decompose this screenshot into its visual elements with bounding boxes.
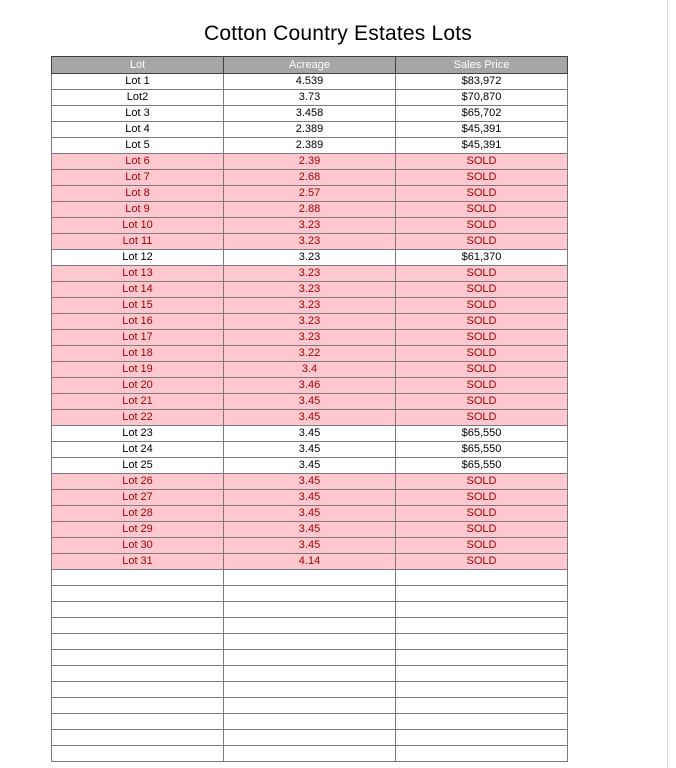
acreage-cell[interactable]: 2.57 bbox=[224, 186, 396, 202]
empty-cell[interactable] bbox=[224, 570, 396, 586]
empty-cell[interactable] bbox=[52, 586, 224, 602]
empty-table-row bbox=[52, 698, 568, 714]
table-row bbox=[52, 266, 568, 282]
acreage-cell[interactable]: 3.23 bbox=[224, 250, 396, 266]
empty-cell[interactable] bbox=[396, 602, 568, 618]
table-row bbox=[52, 394, 568, 410]
empty-cell[interactable] bbox=[224, 682, 396, 698]
table-row bbox=[52, 250, 568, 266]
table-row bbox=[52, 122, 568, 138]
table-header-row bbox=[52, 57, 568, 74]
table-row bbox=[52, 106, 568, 122]
table-row bbox=[52, 90, 568, 106]
lot-cell[interactable]: Lot 30 bbox=[52, 538, 224, 554]
lot-cell[interactable]: Lot 11 bbox=[52, 234, 224, 250]
table-row bbox=[52, 154, 568, 170]
empty-cell[interactable] bbox=[224, 586, 396, 602]
lot-cell[interactable]: Lot 12 bbox=[52, 250, 224, 266]
empty-cell[interactable] bbox=[396, 730, 568, 746]
lot-cell[interactable]: Lot 25 bbox=[52, 458, 224, 474]
empty-cell[interactable] bbox=[396, 634, 568, 650]
empty-cell[interactable] bbox=[52, 634, 224, 650]
empty-cell[interactable] bbox=[224, 666, 396, 682]
table-row bbox=[52, 234, 568, 250]
lot-cell[interactable]: Lot 10 bbox=[52, 218, 224, 234]
sales-price-cell[interactable]: $83,972 bbox=[396, 74, 568, 90]
table-row bbox=[52, 138, 568, 154]
table-body bbox=[52, 74, 568, 762]
empty-cell[interactable] bbox=[52, 730, 224, 746]
table-row bbox=[52, 170, 568, 186]
empty-table-row bbox=[52, 730, 568, 746]
lot-cell[interactable]: Lot 23 bbox=[52, 426, 224, 442]
table-row bbox=[52, 298, 568, 314]
sales-price-cell[interactable]: SOLD bbox=[396, 378, 568, 394]
acreage-cell[interactable]: 2.88 bbox=[224, 202, 396, 218]
empty-cell[interactable] bbox=[224, 618, 396, 634]
acreage-cell[interactable]: 3.45 bbox=[224, 490, 396, 506]
empty-table-row bbox=[52, 666, 568, 682]
empty-table-row bbox=[52, 618, 568, 634]
acreage-cell[interactable]: 2.389 bbox=[224, 122, 396, 138]
page-edge-line bbox=[667, 0, 668, 768]
empty-cell[interactable] bbox=[396, 586, 568, 602]
page-title: Cotton Country Estates Lots bbox=[203, 22, 473, 45]
sales-price-cell[interactable]: SOLD bbox=[396, 346, 568, 362]
sales-price-cell[interactable]: $61,370 bbox=[396, 250, 568, 266]
empty-table-row bbox=[52, 650, 568, 666]
sales-price-cell[interactable]: SOLD bbox=[396, 410, 568, 426]
sales-price-cell[interactable]: SOLD bbox=[396, 282, 568, 298]
acreage-cell[interactable]: 3.23 bbox=[224, 234, 396, 250]
lot-cell[interactable]: Lot 31 bbox=[52, 554, 224, 570]
empty-cell[interactable] bbox=[224, 698, 396, 714]
acreage-cell[interactable]: 3.73 bbox=[224, 90, 396, 106]
sales-price-cell[interactable]: $70,870 bbox=[396, 90, 568, 106]
sales-price-cell[interactable]: SOLD bbox=[396, 218, 568, 234]
acreage-cell[interactable]: 3.23 bbox=[224, 330, 396, 346]
acreage-cell[interactable]: 3.22 bbox=[224, 346, 396, 362]
sales-price-cell[interactable]: SOLD bbox=[396, 538, 568, 554]
sales-price-cell[interactable]: SOLD bbox=[396, 474, 568, 490]
acreage-cell[interactable]: 3.4 bbox=[224, 362, 396, 378]
lot-cell[interactable]: Lot2 bbox=[52, 90, 224, 106]
lot-cell[interactable]: Lot 14 bbox=[52, 282, 224, 298]
empty-cell[interactable] bbox=[396, 570, 568, 586]
lot-cell[interactable]: Lot 8 bbox=[52, 186, 224, 202]
acreage-cell[interactable]: 2.39 bbox=[224, 154, 396, 170]
lot-cell[interactable]: Lot 16 bbox=[52, 314, 224, 330]
table-row bbox=[52, 314, 568, 330]
acreage-cell[interactable]: 3.23 bbox=[224, 266, 396, 282]
table-row bbox=[52, 458, 568, 474]
empty-cell[interactable] bbox=[396, 650, 568, 666]
empty-cell[interactable] bbox=[396, 714, 568, 730]
table-row bbox=[52, 74, 568, 90]
table-row bbox=[52, 442, 568, 458]
empty-cell[interactable] bbox=[52, 698, 224, 714]
empty-cell[interactable] bbox=[224, 650, 396, 666]
lot-cell[interactable]: Lot 4 bbox=[52, 122, 224, 138]
table-row bbox=[52, 362, 568, 378]
empty-cell[interactable] bbox=[224, 746, 396, 762]
acreage-cell[interactable]: 4.539 bbox=[224, 74, 396, 90]
column-header-lot: Lot bbox=[52, 57, 224, 74]
lot-cell[interactable]: Lot 15 bbox=[52, 298, 224, 314]
empty-cell[interactable] bbox=[52, 746, 224, 762]
column-header-acreage: Acreage bbox=[224, 57, 396, 74]
sales-price-cell[interactable]: SOLD bbox=[396, 330, 568, 346]
lot-cell[interactable]: Lot 3 bbox=[52, 106, 224, 122]
lot-cell[interactable]: Lot 28 bbox=[52, 506, 224, 522]
table-row bbox=[52, 282, 568, 298]
empty-cell[interactable] bbox=[224, 602, 396, 618]
table-row bbox=[52, 538, 568, 554]
empty-table-row bbox=[52, 682, 568, 698]
empty-cell[interactable] bbox=[52, 714, 224, 730]
acreage-cell[interactable]: 3.45 bbox=[224, 458, 396, 474]
acreage-cell[interactable]: 2.68 bbox=[224, 170, 396, 186]
empty-table-row bbox=[52, 714, 568, 730]
sales-price-cell[interactable]: SOLD bbox=[396, 154, 568, 170]
sales-price-cell[interactable]: $45,391 bbox=[396, 122, 568, 138]
lot-cell[interactable]: Lot 22 bbox=[52, 410, 224, 426]
empty-cell[interactable] bbox=[396, 698, 568, 714]
acreage-cell[interactable]: 3.45 bbox=[224, 426, 396, 442]
acreage-cell[interactable]: 2.389 bbox=[224, 138, 396, 154]
acreage-cell[interactable]: 3.23 bbox=[224, 314, 396, 330]
empty-table-row bbox=[52, 570, 568, 586]
lot-cell[interactable]: Lot 7 bbox=[52, 170, 224, 186]
empty-cell[interactable] bbox=[52, 602, 224, 618]
lot-cell[interactable]: Lot 26 bbox=[52, 474, 224, 490]
table-row bbox=[52, 186, 568, 202]
empty-cell[interactable] bbox=[52, 650, 224, 666]
lot-cell[interactable]: Lot 6 bbox=[52, 154, 224, 170]
sales-price-cell[interactable]: $65,550 bbox=[396, 442, 568, 458]
sales-price-cell[interactable]: SOLD bbox=[396, 186, 568, 202]
table-row bbox=[52, 410, 568, 426]
empty-cell[interactable] bbox=[224, 714, 396, 730]
table-row bbox=[52, 218, 568, 234]
empty-table-row bbox=[52, 586, 568, 602]
lot-cell[interactable]: Lot 18 bbox=[52, 346, 224, 362]
empty-cell[interactable] bbox=[52, 618, 224, 634]
sales-price-cell[interactable]: SOLD bbox=[396, 554, 568, 570]
acreage-cell[interactable]: 3.458 bbox=[224, 106, 396, 122]
lot-cell[interactable]: Lot 19 bbox=[52, 362, 224, 378]
acreage-cell[interactable]: 3.45 bbox=[224, 410, 396, 426]
sales-price-cell[interactable]: SOLD bbox=[396, 362, 568, 378]
empty-table-row bbox=[52, 602, 568, 618]
empty-cell[interactable] bbox=[224, 634, 396, 650]
acreage-cell[interactable]: 4.14 bbox=[224, 554, 396, 570]
table-row bbox=[52, 522, 568, 538]
acreage-cell[interactable]: 3.45 bbox=[224, 506, 396, 522]
lot-cell[interactable]: Lot 1 bbox=[52, 74, 224, 90]
empty-cell[interactable] bbox=[52, 666, 224, 682]
lot-cell[interactable]: Lot 9 bbox=[52, 202, 224, 218]
lot-cell[interactable]: Lot 5 bbox=[52, 138, 224, 154]
table-row bbox=[52, 426, 568, 442]
lot-cell[interactable]: Lot 20 bbox=[52, 378, 224, 394]
empty-cell[interactable] bbox=[224, 730, 396, 746]
acreage-cell[interactable]: 3.45 bbox=[224, 474, 396, 490]
sales-price-cell[interactable]: $45,391 bbox=[396, 138, 568, 154]
table-row bbox=[52, 330, 568, 346]
sales-price-cell[interactable]: SOLD bbox=[396, 394, 568, 410]
table-row bbox=[52, 346, 568, 362]
sales-price-cell[interactable]: SOLD bbox=[396, 234, 568, 250]
lot-cell[interactable]: Lot 13 bbox=[52, 266, 224, 282]
empty-table-row bbox=[52, 746, 568, 762]
column-header-sales-price: Sales Price bbox=[396, 57, 568, 74]
lot-cell[interactable]: Lot 27 bbox=[52, 490, 224, 506]
table-row bbox=[52, 202, 568, 218]
lot-cell[interactable]: Lot 17 bbox=[52, 330, 224, 346]
empty-table-row bbox=[52, 634, 568, 650]
sales-price-cell[interactable]: SOLD bbox=[396, 298, 568, 314]
empty-cell[interactable] bbox=[52, 682, 224, 698]
sales-price-cell[interactable]: $65,550 bbox=[396, 458, 568, 474]
acreage-cell[interactable]: 3.23 bbox=[224, 298, 396, 314]
sales-price-cell[interactable]: SOLD bbox=[396, 314, 568, 330]
empty-cell[interactable] bbox=[396, 682, 568, 698]
empty-cell[interactable] bbox=[396, 746, 568, 762]
table-row bbox=[52, 554, 568, 570]
lot-cell[interactable]: Lot 21 bbox=[52, 394, 224, 410]
table-row bbox=[52, 378, 568, 394]
acreage-cell[interactable]: 3.45 bbox=[224, 394, 396, 410]
empty-cell[interactable] bbox=[52, 570, 224, 586]
sales-price-cell[interactable]: SOLD bbox=[396, 522, 568, 538]
sales-price-cell[interactable]: SOLD bbox=[396, 266, 568, 282]
sales-price-cell[interactable]: $65,702 bbox=[396, 106, 568, 122]
acreage-cell[interactable]: 3.45 bbox=[224, 442, 396, 458]
lot-cell[interactable]: Lot 29 bbox=[52, 522, 224, 538]
empty-cell[interactable] bbox=[396, 618, 568, 634]
table-row bbox=[52, 490, 568, 506]
acreage-cell[interactable]: 3.46 bbox=[224, 378, 396, 394]
acreage-cell[interactable]: 3.23 bbox=[224, 218, 396, 234]
acreage-cell[interactable]: 3.45 bbox=[224, 538, 396, 554]
lot-cell[interactable]: Lot 24 bbox=[52, 442, 224, 458]
sales-price-cell[interactable]: SOLD bbox=[396, 170, 568, 186]
sales-price-cell[interactable]: $65,550 bbox=[396, 426, 568, 442]
acreage-cell[interactable]: 3.45 bbox=[224, 522, 396, 538]
acreage-cell[interactable]: 3.23 bbox=[224, 282, 396, 298]
sales-price-cell[interactable]: SOLD bbox=[396, 202, 568, 218]
empty-cell[interactable] bbox=[396, 666, 568, 682]
table-row bbox=[52, 506, 568, 522]
sales-price-cell[interactable]: SOLD bbox=[396, 490, 568, 506]
sales-price-cell[interactable]: SOLD bbox=[396, 506, 568, 522]
table-row bbox=[52, 474, 568, 490]
lots-table bbox=[51, 56, 568, 762]
